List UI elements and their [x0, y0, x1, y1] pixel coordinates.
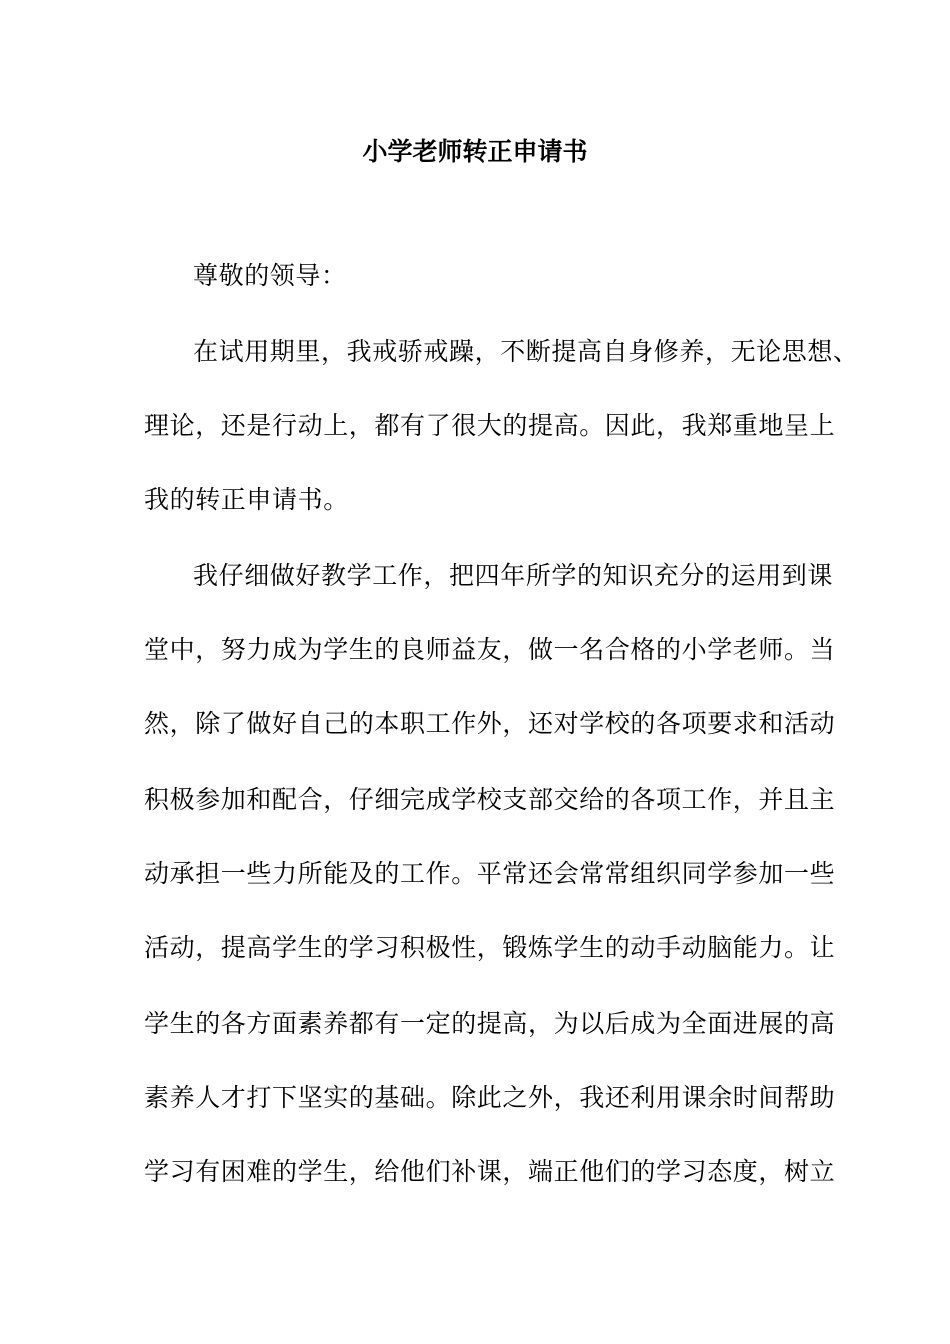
body-text-line: 积极参加和配合，仔细完成学校支部交给的各项工作，并且主 [144, 785, 836, 814]
body-text-line: 理论，还是行动上，都有了很大的提高。因此，我郑重地呈上 [144, 411, 836, 440]
body-text-line: 动承担一些力所能及的工作。平常还会常常组织同学参加一些 [144, 859, 836, 888]
body-text-line: 然，除了做好自己的本职工作外，还对学校的各项要求和活动 [144, 709, 836, 738]
body-text-line: 我仔细做好教学工作，把四年所学的知识充分的运用到课 [193, 561, 834, 590]
body-text-line: 活动，提高学生的学习积极性，锻炼学生的动手动脑能力。让 [144, 933, 836, 962]
document-title: 小学老师转正申请书 [362, 137, 588, 166]
body-text-line: 素养人才打下坚实的基础。除此之外，我还利用课余时间帮助 [144, 1083, 836, 1112]
body-text-line: 学生的各方面素养都有一定的提高，为以后成为全面进展的高 [144, 1009, 836, 1038]
body-text-line: 我的转正申请书。 [144, 485, 349, 514]
body-text-line: 堂中，努力成为学生的良师益友，做一名合格的小学老师。当 [144, 635, 836, 664]
salutation-line: 尊敬的领导： [193, 261, 347, 290]
body-text-line: 在试用期里，我戒骄戒躁，不断提高自身修养，无论思想、 [193, 337, 859, 366]
body-text-line: 学习有困难的学生，给他们补课，端正他们的学习态度，树立 [144, 1157, 836, 1186]
